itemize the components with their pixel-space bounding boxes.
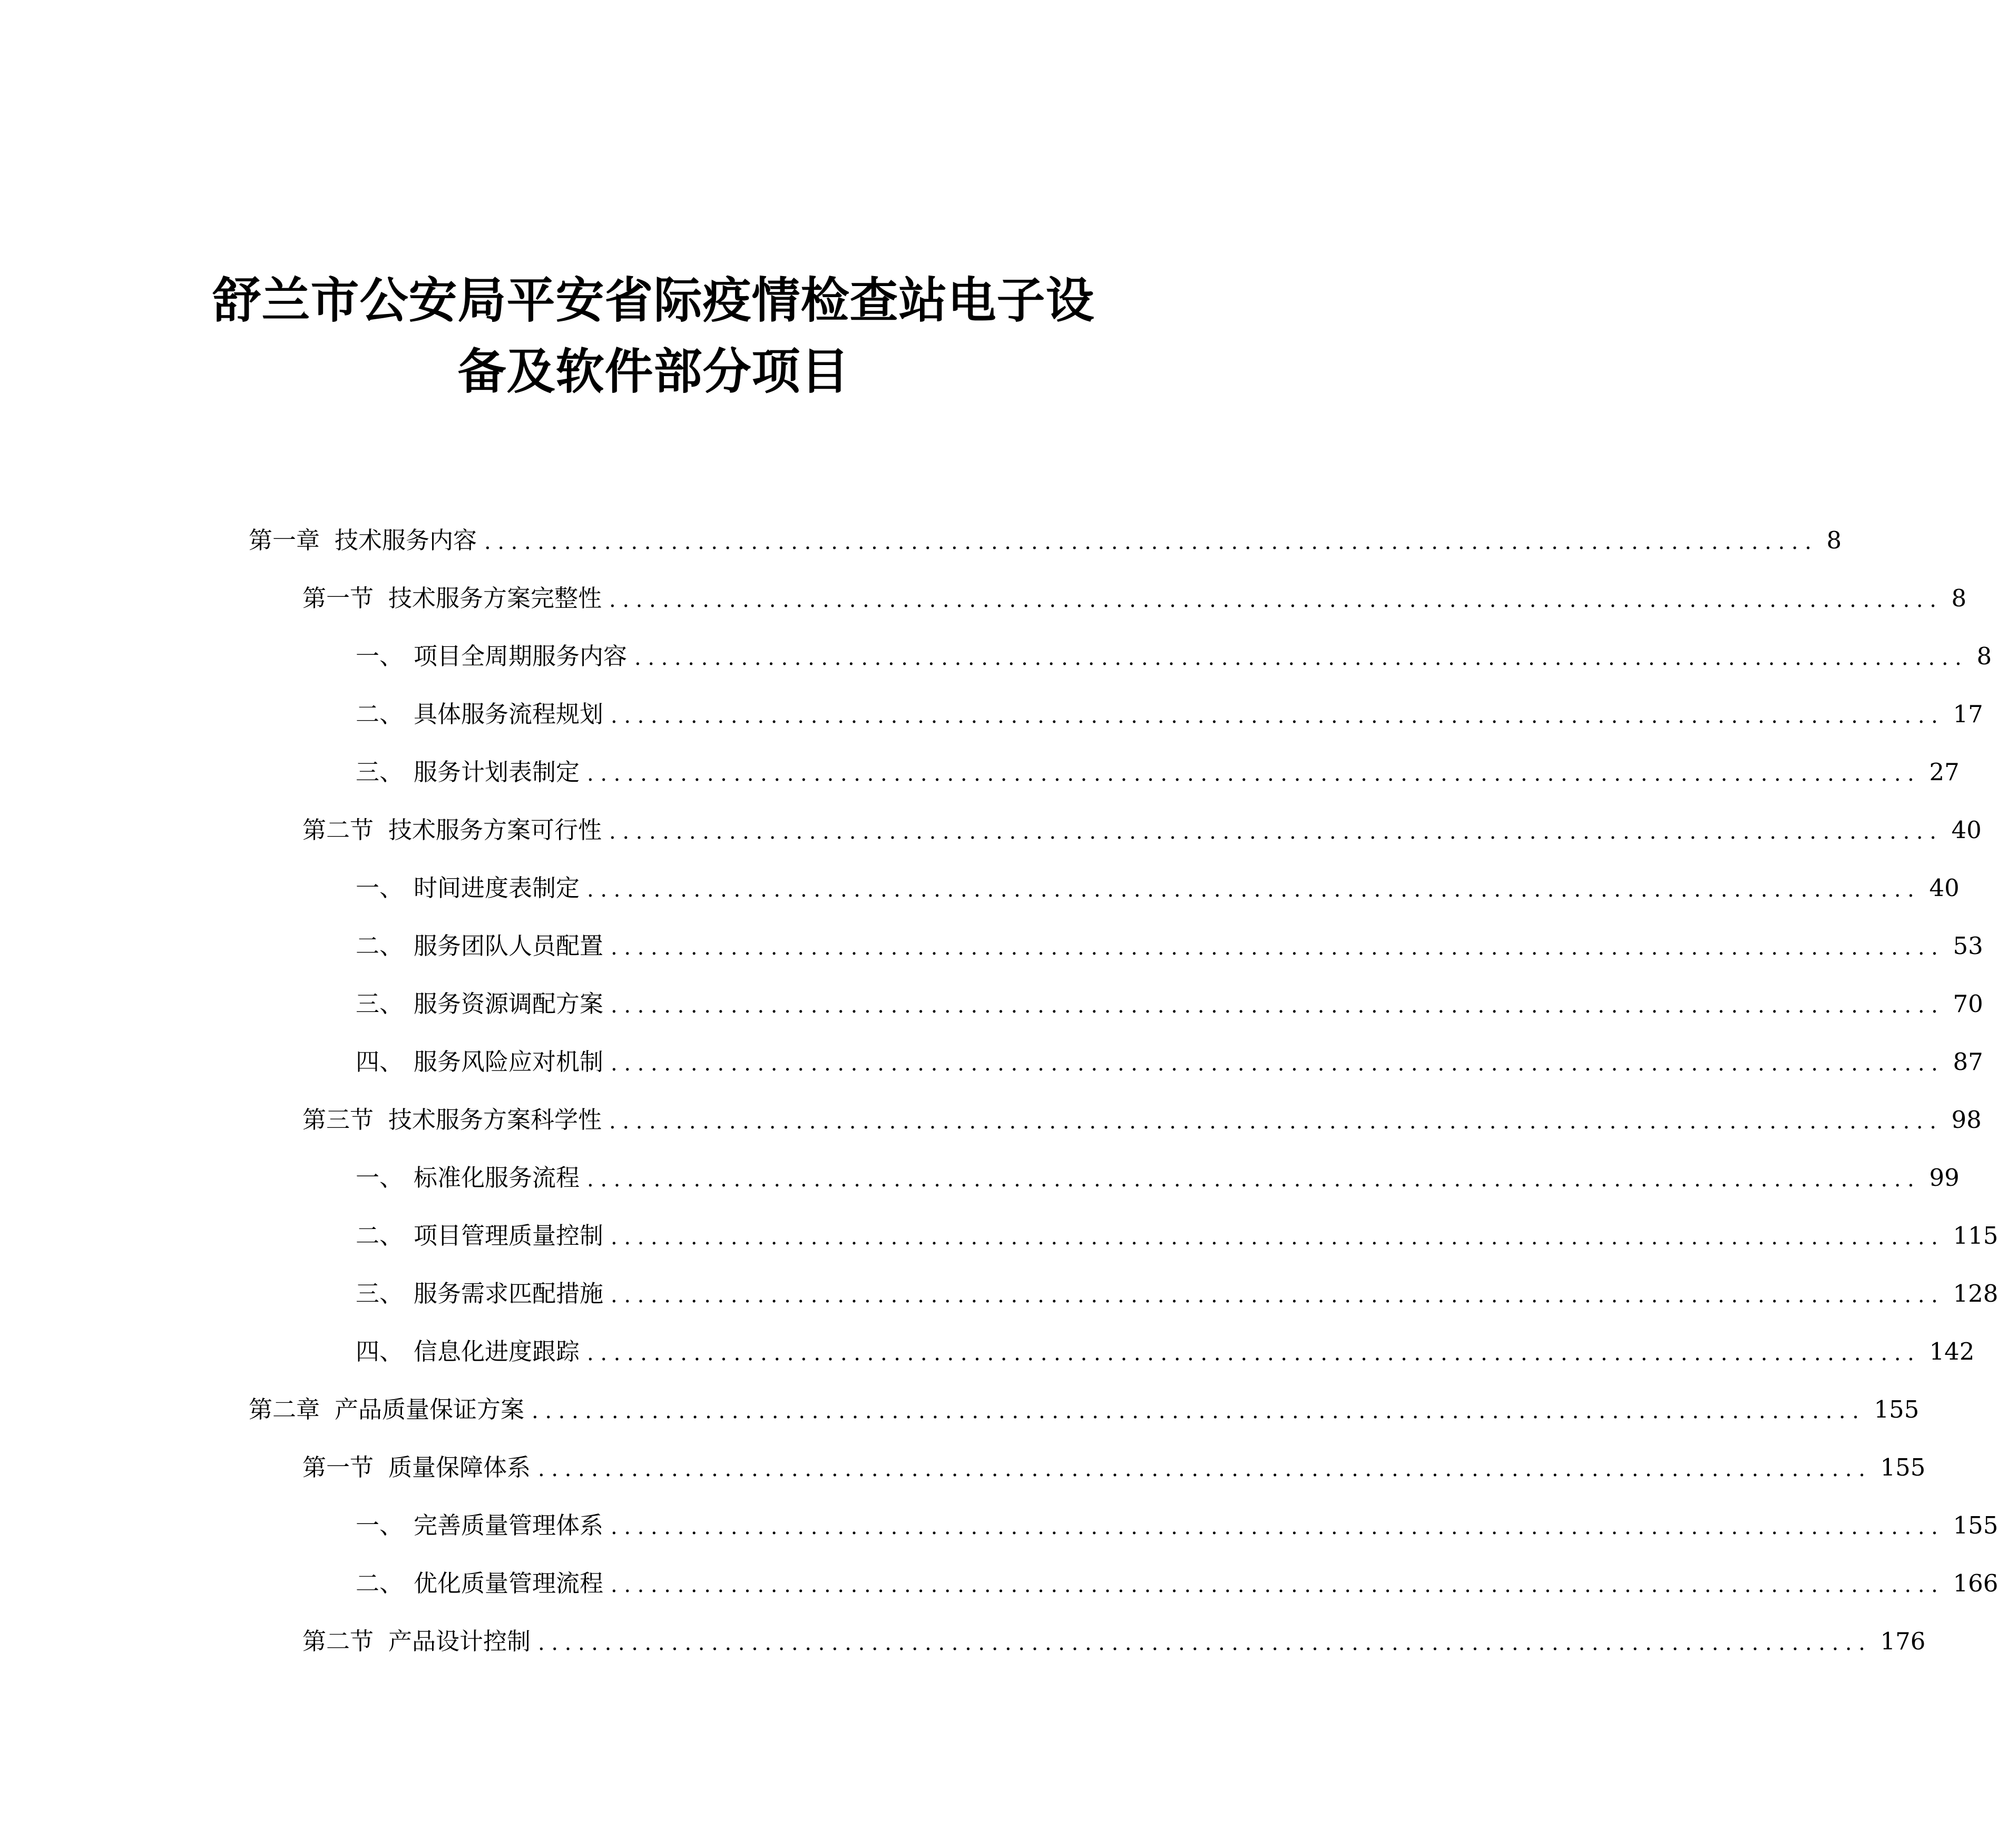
toc-leader-dots: .................................................................................................... bbox=[484, 530, 1818, 554]
toc-entry-number: 一、 bbox=[356, 1511, 404, 1539]
toc-entry-page: 155 bbox=[1874, 1395, 1919, 1423]
document-title-line2: 备及软件部分项目 bbox=[457, 343, 850, 400]
toc-entry[interactable] bbox=[356, 1159, 1960, 1196]
toc-entry[interactable] bbox=[356, 695, 1983, 732]
toc-leader-dots: .................................................................................................... bbox=[611, 1573, 1945, 1597]
toc-leader-dots: .................................................................................................... bbox=[611, 1051, 1945, 1076]
toc-entry-number: 三、 bbox=[356, 758, 404, 786]
toc-leader-dots: .................................................................................................... bbox=[611, 1283, 1945, 1308]
toc-leader-dots: .................................................................................................... bbox=[634, 646, 1968, 670]
toc-leader-dots: .................................................................................................... bbox=[609, 820, 1943, 844]
toc-leader-dots: .................................................................................................... bbox=[611, 936, 1945, 960]
toc-entry-number: 第一节 bbox=[302, 584, 374, 612]
toc-leader-dots: .................................................................................................... bbox=[538, 1631, 1872, 1655]
toc-entry-number: 第二节 bbox=[302, 1627, 374, 1655]
toc-entry-page: 166 bbox=[1953, 1569, 1998, 1597]
toc-entry-text: 产品设计控制 bbox=[388, 1627, 531, 1655]
toc-entry-page: 115 bbox=[1953, 1221, 1998, 1250]
toc-entry[interactable] bbox=[356, 1507, 1998, 1544]
toc-entry-text: 具体服务流程规划 bbox=[414, 700, 604, 728]
toc-entry-number: 第二节 bbox=[302, 815, 374, 844]
toc-entry-text: 技术服务内容 bbox=[335, 526, 477, 554]
toc-entry-text: 服务资源调配方案 bbox=[414, 989, 604, 1018]
toc-entry-page: 142 bbox=[1929, 1337, 1975, 1365]
toc-leader-dots: .................................................................................................... bbox=[611, 994, 1945, 1018]
toc-entry-number: 四、 bbox=[356, 1337, 404, 1365]
toc-leader-dots: .................................................................................................... bbox=[609, 1109, 1943, 1134]
toc-entry-number: 二、 bbox=[356, 1221, 404, 1250]
toc-entry-text: 技术服务方案完整性 bbox=[388, 584, 602, 612]
toc-leader-dots: .................................................................................................... bbox=[587, 762, 1921, 786]
toc-entry-page: 40 bbox=[1951, 815, 1982, 844]
toc-entry-page: 99 bbox=[1929, 1163, 1960, 1192]
toc-entry[interactable] bbox=[356, 985, 1983, 1022]
toc-entry-text: 项目管理质量控制 bbox=[414, 1221, 604, 1250]
toc-entry[interactable] bbox=[356, 927, 1983, 964]
toc-entry-text: 质量保障体系 bbox=[388, 1453, 531, 1481]
toc-entry-page: 8 bbox=[1826, 526, 1842, 554]
toc-entry-text: 技术服务方案科学性 bbox=[388, 1105, 602, 1134]
toc-entry[interactable] bbox=[356, 637, 1992, 674]
toc-leader-dots: .................................................................................................... bbox=[587, 1167, 1921, 1192]
toc-entry[interactable] bbox=[302, 1623, 1926, 1659]
toc-entry[interactable] bbox=[302, 579, 1967, 616]
toc-entry-text: 优化质量管理流程 bbox=[414, 1569, 604, 1597]
toc-entry-number: 三、 bbox=[356, 989, 404, 1018]
toc-entry-page: 17 bbox=[1953, 700, 1983, 728]
toc-entry-page: 87 bbox=[1953, 1047, 1983, 1076]
toc-entry-text: 产品质量保证方案 bbox=[335, 1395, 525, 1423]
toc-entry[interactable] bbox=[249, 1391, 1919, 1428]
toc-entry[interactable] bbox=[356, 1275, 1998, 1312]
toc-leader-dots: .................................................................................................... bbox=[609, 588, 1943, 612]
toc-entry-page: 176 bbox=[1880, 1627, 1926, 1655]
toc-entry-page: 27 bbox=[1929, 758, 1960, 786]
toc-entry-page: 8 bbox=[1976, 642, 1992, 670]
toc-leader-dots: .................................................................................................... bbox=[587, 1341, 1921, 1365]
toc-entry-text: 时间进度表制定 bbox=[414, 873, 580, 902]
toc-entry-text: 信息化进度跟踪 bbox=[414, 1337, 580, 1365]
toc-entry-page: 40 bbox=[1929, 873, 1960, 902]
toc-entry[interactable] bbox=[356, 1217, 1998, 1254]
toc-entry-page: 98 bbox=[1951, 1105, 1982, 1134]
toc-leader-dots: .................................................................................................... bbox=[587, 878, 1921, 902]
toc-entry-number: 第一章 bbox=[249, 526, 320, 554]
toc-leader-dots: .................................................................................................... bbox=[538, 1457, 1872, 1481]
toc-entry-text: 项目全周期服务内容 bbox=[414, 642, 628, 670]
toc-entry-text: 服务需求匹配措施 bbox=[414, 1279, 604, 1308]
toc-entry[interactable] bbox=[249, 522, 1842, 558]
toc-entry-text: 服务风险应对机制 bbox=[414, 1047, 604, 1076]
toc-entry-number: 第一节 bbox=[302, 1453, 374, 1481]
toc-entry-text: 服务计划表制定 bbox=[414, 758, 580, 786]
toc-entry-text: 标准化服务流程 bbox=[414, 1163, 580, 1192]
toc-entry-text: 技术服务方案可行性 bbox=[388, 815, 602, 844]
toc-entry-number: 四、 bbox=[356, 1047, 404, 1076]
toc-leader-dots: .................................................................................................... bbox=[611, 704, 1945, 728]
toc-entry-page: 8 bbox=[1951, 584, 1967, 612]
toc-entry-text: 服务团队人员配置 bbox=[414, 931, 604, 960]
toc-entry-number: 二、 bbox=[356, 1569, 404, 1597]
toc-entry-number: 一、 bbox=[356, 873, 404, 902]
toc-entry-page: 70 bbox=[1953, 989, 1983, 1018]
toc-entry-number: 一、 bbox=[356, 642, 404, 670]
toc-entry-page: 155 bbox=[1953, 1511, 1998, 1539]
toc-entry-number: 第二章 bbox=[249, 1395, 320, 1423]
toc-leader-dots: .................................................................................................... bbox=[611, 1225, 1945, 1250]
toc-entry[interactable] bbox=[356, 753, 1960, 790]
toc-entry[interactable] bbox=[302, 811, 1982, 848]
toc-entry-number: 一、 bbox=[356, 1163, 404, 1192]
toc-entry[interactable] bbox=[356, 1565, 1998, 1601]
toc-entry[interactable] bbox=[356, 1333, 1975, 1370]
document-title-line1: 舒兰市公安局平安省际疫情检查站电子设 bbox=[212, 272, 1095, 329]
toc-entry-number: 二、 bbox=[356, 700, 404, 728]
toc-entry[interactable] bbox=[356, 869, 1960, 906]
toc-entry[interactable] bbox=[302, 1101, 1982, 1138]
toc-entry-number: 二、 bbox=[356, 931, 404, 960]
toc-entry-page: 128 bbox=[1953, 1279, 1998, 1308]
toc-entry-number: 三、 bbox=[356, 1279, 404, 1308]
toc-leader-dots: .................................................................................................... bbox=[611, 1515, 1945, 1539]
toc-entry-number: 第三节 bbox=[302, 1105, 374, 1134]
toc-entry[interactable] bbox=[356, 1043, 1983, 1080]
toc-entry-page: 155 bbox=[1880, 1453, 1926, 1481]
toc-entry[interactable] bbox=[302, 1449, 1926, 1486]
toc-leader-dots: .................................................................................................... bbox=[532, 1399, 1866, 1423]
toc-entry-page: 53 bbox=[1953, 931, 1983, 960]
toc-entry-text: 完善质量管理体系 bbox=[414, 1511, 604, 1539]
